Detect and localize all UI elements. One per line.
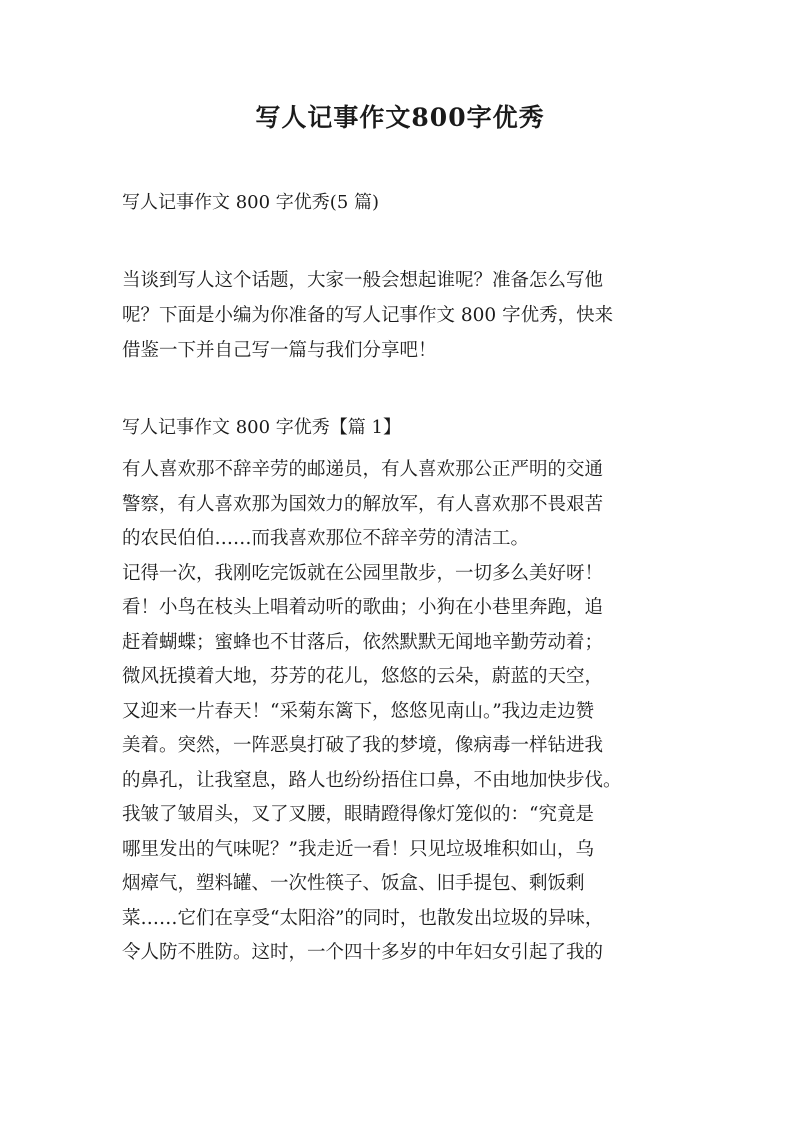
intro-line: 呢？下面是小编为你准备的写人记事作文 800 字优秀，快来 (122, 305, 614, 326)
section-heading: 写人记事作文 800 字优秀【篇 1】 (122, 417, 401, 438)
paragraph-2 (122, 557, 687, 971)
document-title: 写人记事作文800字优秀 (255, 103, 545, 132)
text-line: 的农民伯伯……而我喜欢那位不辞辛劳的清洁工。 (122, 528, 530, 549)
text-line: 有人喜欢那不辞辛劳的邮递员，有人喜欢那公正严明的交通 (122, 459, 604, 480)
intro-line: 当谈到写人这个话题，大家一般会想起谁呢？准备怎么写他 (122, 270, 604, 291)
text-line: 哪里发出的气味呢？”我走近一看！只见垃圾堆积如山，乌 (122, 838, 594, 860)
text-line: 微风抚摸着大地，芬芳的花儿，悠悠的云朵，蔚蓝的天空， (122, 666, 604, 687)
intro-line: 借鉴一下并自己写一篇与我们分享吧！ (122, 340, 437, 361)
text-line: 烟瘴气，塑料罐、一次性筷子、饭盒、旧手提包、剩饭剩 (122, 873, 585, 894)
text-line: 记得一次，我刚吃完饭就在公园里散步，一切多么美好呀！ (122, 562, 604, 584)
text-line: 菜……它们在享受“太阳浴”的同时，也散发出垃圾的异味， (122, 907, 604, 929)
text-line: 我皱了皱眉头，叉了叉腰，眼睛蹬得像灯笼似的：“究竟是 (122, 804, 594, 825)
paragraph-1 (122, 453, 687, 557)
text-line: 的鼻孔，让我窒息，路人也纷纷捂住口鼻，不由地加快步伐。 (122, 769, 622, 791)
text-line: 令人防不胜防。这时，一个四十多岁的中年妇女引起了我的 (122, 942, 604, 963)
document-subtitle: 写人记事作文 800 字优秀(5 篇) (122, 192, 380, 213)
text-line: 警察，有人喜欢那为国效力的解放军，有人喜欢那不畏艰苦 (122, 493, 604, 515)
intro-paragraph (122, 263, 687, 368)
text-line: 看！小鸟在枝头上唱着动听的歌曲；小狗在小巷里奔跑，追 (122, 597, 604, 618)
text-line: 美着。突然，一阵恶臭打破了我的梦境，像病毒一样钻进我 (122, 735, 604, 756)
text-line: 又迎来一片春天！“采菊东篱下，悠悠见南山。”我边走边赞 (122, 700, 595, 722)
article-body (122, 453, 687, 971)
text-line: 赶着蝴蝶；蜜蜂也不甘落后，依然默默无闻地辛勤劳动着； (122, 631, 604, 653)
